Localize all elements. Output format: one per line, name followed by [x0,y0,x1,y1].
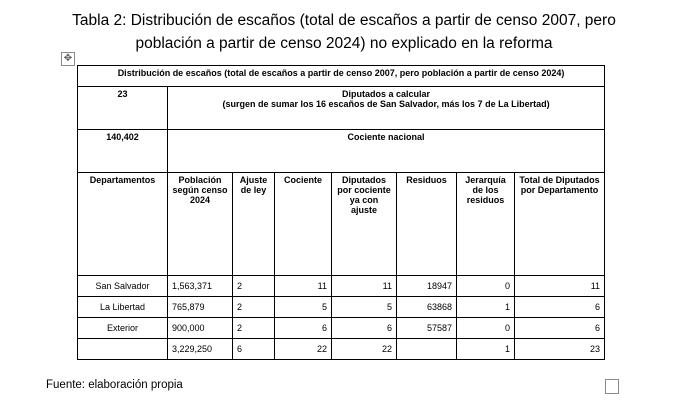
column-header: Residuos [397,173,457,276]
table-cell: 23 [515,339,605,360]
table-cell: 22 [275,339,332,360]
table-cell: 63868 [397,297,457,318]
table-resize-handle[interactable] [605,379,619,394]
table-cell: 3,229,250 [168,339,233,360]
column-header: Diputados por cociente ya con ajuste [332,173,397,276]
table-cell: 765,879 [168,297,233,318]
national-quotient-value: 140,402 [78,130,168,173]
table-cell: 1 [457,339,515,360]
column-header: Departamentos [78,173,168,276]
table-cell: La Libertad [78,297,168,318]
table-cell [397,339,457,360]
table-cell: 6 [275,318,332,339]
table-cell: San Salvador [78,276,168,297]
table-title: Distribución de escaños (total de escaños a partir de censo 2007, pero población a partir de censo 2024) [78,66,605,87]
table-cell: 6 [515,297,605,318]
column-header: Jerarquía de los residuos [457,173,515,276]
table-row-total [78,339,605,360]
table-cell: 900,000 [168,318,233,339]
table-cell: Exterior [78,318,168,339]
table-cell: 5 [275,297,332,318]
seats-to-calculate-cell [168,87,605,130]
table-row [78,297,605,318]
table-cell [78,339,168,360]
table-cell: 57587 [397,318,457,339]
table-cell: 1 [457,297,515,318]
national-quotient-label: Cociente nacional [168,130,605,173]
column-header: Cociente [275,173,332,276]
move-arrows-icon[interactable] [61,52,75,66]
table-cell: 2 [233,318,275,339]
table-cell: 11 [332,276,397,297]
table-row [78,276,605,297]
seat-distribution-table [77,65,605,360]
table-cell: 5 [332,297,397,318]
caption-line-1: Tabla 2: Distribución de escaños (total de escaños a partir de censo 2007, pero [72,12,616,29]
column-header: Total de Diputados por Departamento [515,173,605,276]
table-cell: 11 [275,276,332,297]
column-header: Ajuste de ley [233,173,275,276]
table-cell: 6 [332,318,397,339]
caption-line-2: población a partir de censo 2024) no explicado en la reforma [135,35,553,52]
table-cell: 18947 [397,276,457,297]
table-cell: 6 [515,318,605,339]
table-cell: 2 [233,276,275,297]
table-caption [40,9,648,55]
table-cell: 6 [233,339,275,360]
table-cell: 11 [515,276,605,297]
table-cell: 1,563,371 [168,276,233,297]
seats-to-calculate-note: (surgen de sumar los 16 escaños de San Salvador, más los 7 de La Libertad) [222,99,550,109]
source-note: Fuente: elaboración propia [46,379,183,391]
table-cell: 2 [233,297,275,318]
seats-to-calculate-value: 23 [78,87,168,130]
seats-to-calculate-label: Diputados a calcular [342,89,431,99]
table-cell: 0 [457,318,515,339]
table-cell: 0 [457,276,515,297]
table-row [78,318,605,339]
move-arrows-glyph: ✥ [63,53,73,64]
table-cell: 22 [332,339,397,360]
column-header: Población según censo 2024 [168,173,233,276]
